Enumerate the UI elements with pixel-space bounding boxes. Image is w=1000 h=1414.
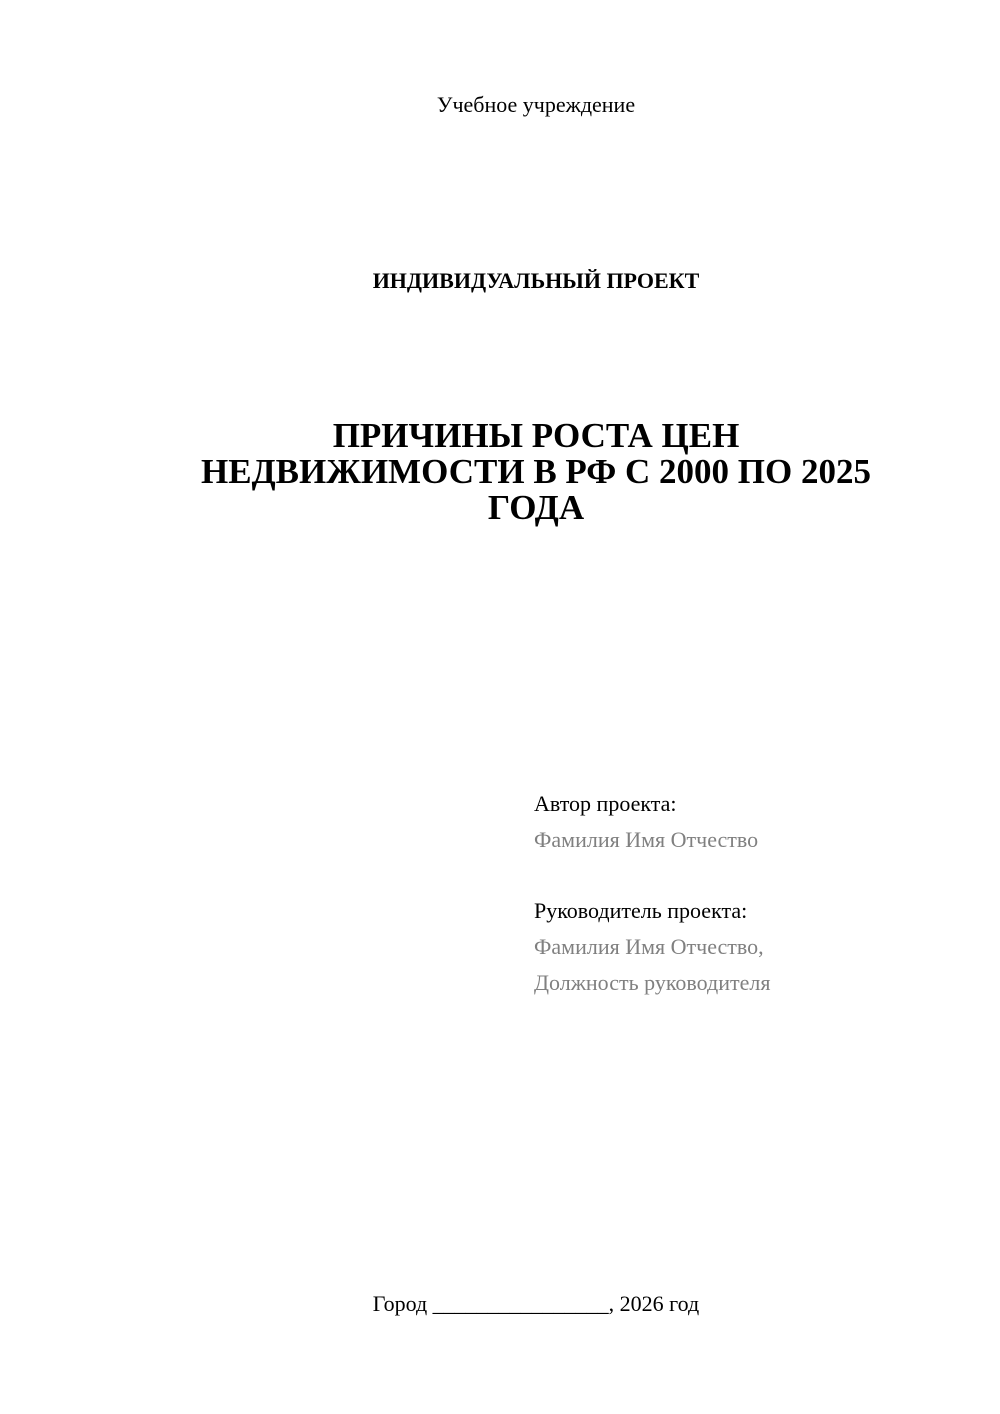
- project-title-line-1: ПРИЧИНЫ РОСТА ЦЕН: [332, 416, 740, 455]
- project-type-heading: ИНДИВИДУАЛЬНЫЙ ПРОЕКТ: [372, 268, 700, 293]
- supervisor-position: Должность руководителя: [534, 970, 771, 995]
- supervisor-block: [534, 893, 770, 1001]
- project-title-line-2: НЕДВИЖИМОСТИ В РФ С 2000 ПО 2025: [201, 452, 871, 491]
- city-year-footer: Город ________________, 2026 год: [372, 1291, 700, 1316]
- project-title: [0, 418, 1000, 526]
- institution-name: Учебное учреждение: [436, 92, 636, 117]
- author-block: [534, 786, 758, 858]
- supervisor-name: Фамилия Имя Отчество,: [534, 934, 764, 959]
- project-title-line-3: ГОДА: [487, 488, 585, 527]
- supervisor-label: Руководитель проекта:: [534, 898, 748, 923]
- author-label: Автор проекта:: [534, 791, 677, 816]
- author-name: Фамилия Имя Отчество: [534, 827, 759, 852]
